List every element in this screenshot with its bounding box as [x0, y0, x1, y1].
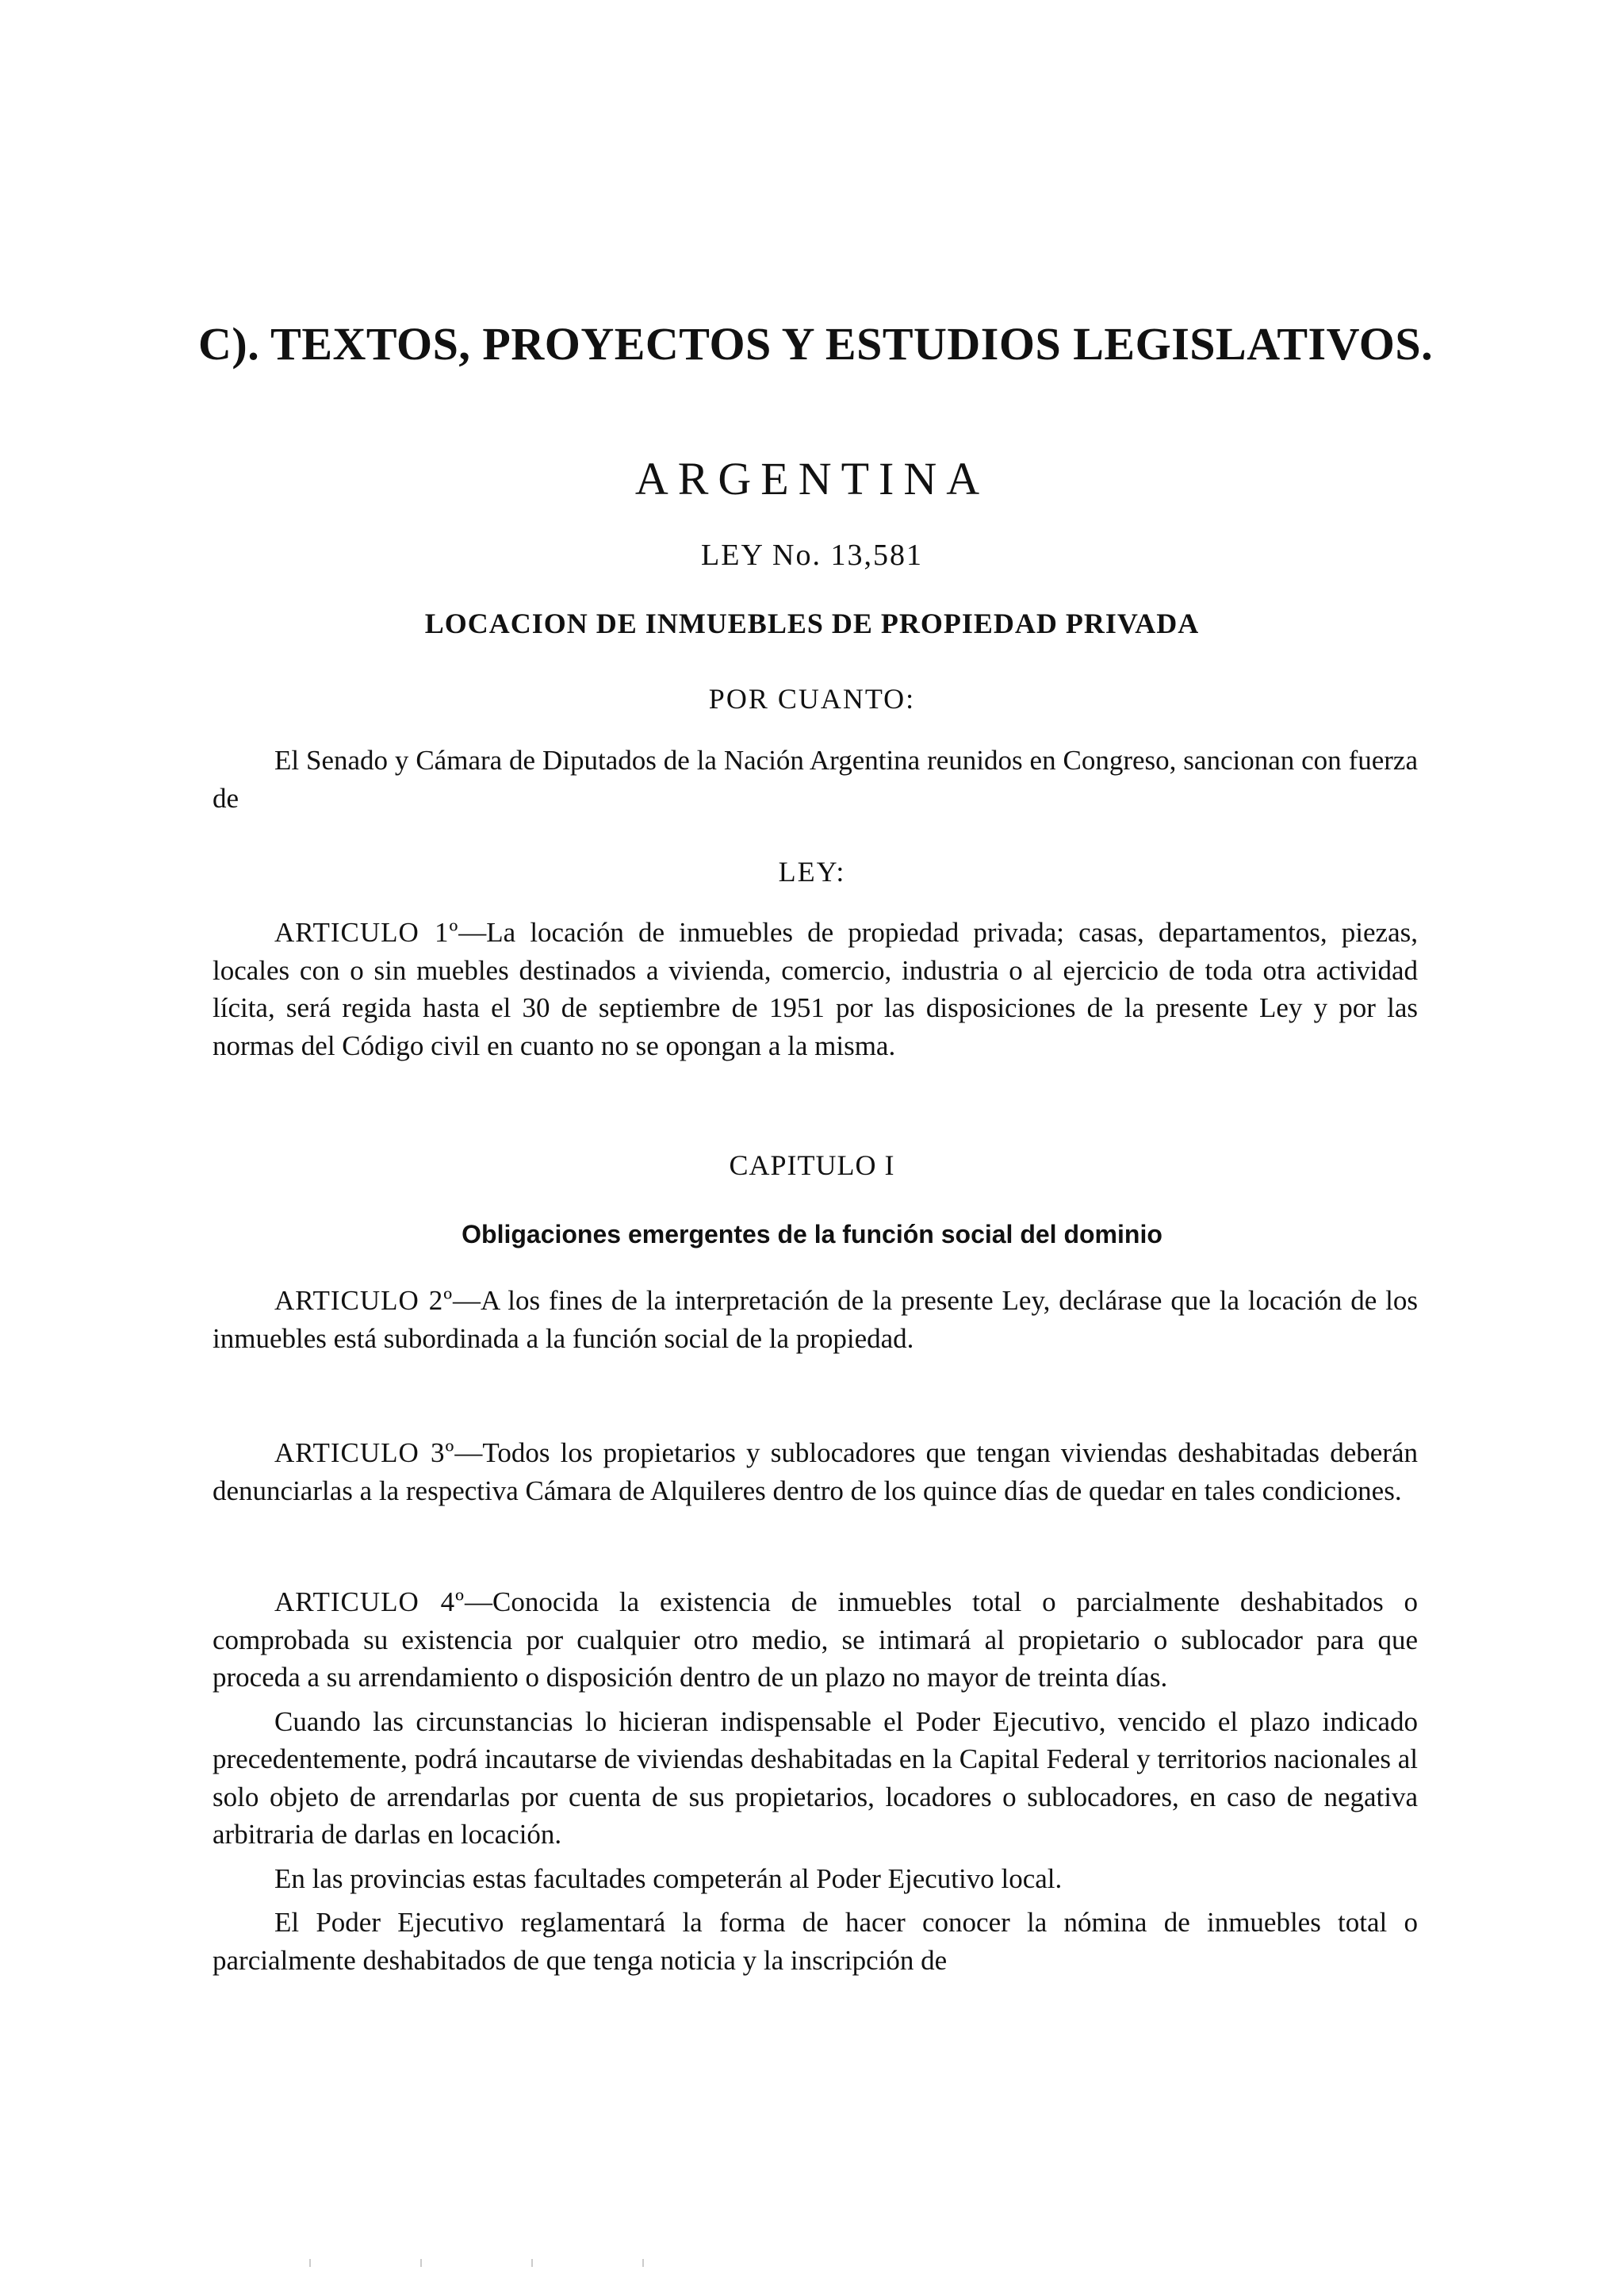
articulo-4-paragraph-4: El Poder Ejecutivo reglamentará la forma de hacer conocer la nómina de inmuebles total o parcialmente deshabitados de que tenga noticia y la inscripción de	[213, 1907, 1418, 1976]
articulo-2-text: —A los fines de la interpretación de la presente Ley, declárase que la locación de los inmuebles está subordinada a la función social de la propiedad.	[213, 1285, 1418, 1354]
section-heading: C). TEXTOS, PROYECTOS Y ESTUDIOS LEGISLATIVOS.	[198, 318, 1434, 370]
por-cuanto-heading: POR CUANTO:	[708, 683, 916, 715]
articulo-3-block	[213, 1434, 1418, 1509]
articulo-4-label: ARTICULO 4º	[274, 1586, 465, 1617]
articulo-4-paragraph	[213, 1583, 1418, 1697]
articulo-4-paragraph-2: Cuando las circunstancias lo hicieran indispensable el Poder Ejecutivo, vencido el plazo indicado precedentemente, podrá incautarse de viviendas deshabitadas en la Capital Federal y territorios nacionales al solo objeto de arrendarlas por cuenta de sus propietarios, locadores o sublocadores, en caso de negativa arbitraria de darlas en locación.	[213, 1705, 1418, 1850]
articulo-1-paragraph	[213, 914, 1418, 1064]
articulo-2-label: ARTICULO 2º	[274, 1285, 454, 1316]
articulo-3-label: ARTICULO 3º	[274, 1437, 455, 1468]
capitulo-title: Obligaciones emergentes de la función social del dominio	[462, 1220, 1162, 1248]
law-number: LEY No. 13,581	[701, 539, 923, 572]
articulo-2-paragraph	[213, 1282, 1418, 1357]
articulo-3-text: —Todos los propietarios y sublocadores que tengan viviendas deshabitadas deberán denunciarlas a la respectiva Cámara de Alquileres dentro de los quince días de quedar en tales condiciones.	[213, 1437, 1419, 1506]
preamble-paragraph: El Senado y Cámara de Diputados de la Nación Argentina reunidos en Congreso, sancionan con fuerza de	[213, 745, 1418, 814]
articulo-4-text: —Conocida la existencia de inmuebles total o parcialmente deshabitados o comprobada su existencia por cualquier otro medio, se intimará al propietario o sublocador para que proceda a su arrendamiento o disposición dentro de un plazo no mayor de treinta días.	[213, 1586, 1418, 1693]
law-title: LOCACION DE INMUEBLES DE PROPIEDAD PRIVADA	[424, 608, 1200, 639]
articulo-1-block	[213, 914, 1418, 1064]
scan-noise-line	[254, 2259, 745, 2267]
preamble-block	[213, 742, 1418, 817]
articulo-3-paragraph	[213, 1434, 1418, 1509]
articulo-2-block	[213, 1282, 1418, 1357]
articulo-1-label: ARTICULO 1º	[274, 917, 459, 948]
articulo-4-block	[213, 1583, 1418, 1979]
ley-heading: LEY:	[778, 856, 846, 888]
country-title: ARGENTINA	[634, 453, 990, 504]
capitulo-heading: CAPITULO I	[729, 1149, 895, 1181]
articulo-4-paragraph-3: En las provincias estas facultades competerán al Poder Ejecutivo local.	[274, 1862, 1063, 1894]
articulo-1-text: —La locación de inmuebles de propiedad privada; casas, departamentos, piezas, locales con o sin muebles destinados a vivienda, comercio, industria o al ejercicio de toda otra actividad lícita, será regida hasta el 30 de septiembre de 1951 por las disposiciones de la presente Ley y por las normas del Código civil en cuanto no se opongan a la misma.	[213, 917, 1418, 1061]
